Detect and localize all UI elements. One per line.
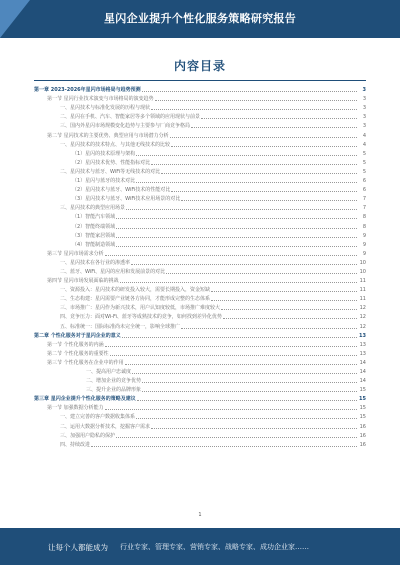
toc-entry-text: 三、国内外星闪市场规模变化趋势与主要参与厂商竞争格局	[60, 123, 191, 130]
toc-entry-page: 7	[362, 196, 366, 203]
toc-entry-text: （2）星闪技术与蓝牙、WiFi技术的性能对比	[72, 187, 171, 194]
toc-entry-page: 10	[359, 259, 366, 266]
toc-leader-dots	[136, 182, 357, 183]
toc-leader-dots	[166, 273, 357, 274]
toc-leader-dots	[136, 418, 357, 419]
toc-entry-page: 16	[359, 423, 366, 430]
toc-entry-text: 三、市场推广：星闪作为新兴技术，用户认知度较低，市场推广难度较大	[60, 305, 221, 312]
toc-entry-text: （2）智能终端领域	[72, 223, 116, 230]
toc-entry[interactable]	[34, 439, 366, 448]
toc-leader-dots	[211, 300, 357, 301]
toc-leader-dots	[181, 328, 357, 329]
toc-entry[interactable]	[34, 166, 366, 175]
toc-entry-page: 9	[362, 250, 366, 257]
toc-leader-dots	[105, 409, 357, 410]
toc-entry[interactable]	[34, 193, 366, 202]
toc-entry-page: 13	[359, 332, 366, 339]
toc-entry-text: 二、星闪在手机、汽车、智能家居等多个领域的应用现状与前景	[60, 114, 201, 121]
toc-entry[interactable]	[34, 402, 366, 411]
toc-entry[interactable]	[34, 275, 366, 284]
toc-entry-text: 一、星闪技术与标准化发展的历程与现状	[60, 105, 151, 112]
toc-entry[interactable]	[34, 411, 366, 420]
table-of-contents	[34, 84, 366, 448]
toc-entry[interactable]	[34, 120, 366, 129]
toc-entry-text: 一、建立完善的客户数据收集体系	[60, 414, 136, 421]
toc-entry-page: 3	[362, 123, 366, 130]
toc-entry[interactable]	[34, 393, 366, 402]
toc-entry-page: 15	[359, 405, 366, 412]
toc-entry[interactable]	[34, 239, 366, 248]
toc-entry[interactable]	[34, 220, 366, 229]
toc-entry-text: 第二节 个性化服务的重要性	[47, 350, 109, 357]
toc-leader-dots	[116, 237, 357, 238]
toc-entry-text: 二、星闪技术与蓝牙、WiFi等无线技术的对比	[60, 168, 161, 175]
toc-leader-dots	[142, 391, 357, 392]
toc-entry[interactable]	[34, 211, 366, 220]
toc-entry-page: 15	[359, 396, 366, 403]
toc-leader-dots	[122, 337, 357, 338]
toc-entry-page: 7	[362, 205, 366, 212]
toc-entry-text: 三、星闪技术的典型应用场景	[60, 205, 126, 212]
toc-entry-page: 8	[362, 214, 366, 221]
toc-entry-text: （3）星闪技术与蓝牙、WiFi技术应用场景的对比	[72, 196, 181, 203]
toc-leader-dots	[131, 264, 357, 265]
toc-entry[interactable]	[34, 339, 366, 348]
toc-entry[interactable]	[34, 230, 366, 239]
toc-entry-text: 三、加强用户隐私的保护	[60, 432, 116, 439]
toc-entry-page: 16	[359, 441, 366, 448]
toc-leader-dots	[170, 137, 357, 138]
toc-entry[interactable]	[34, 311, 366, 320]
page-number: 1	[198, 512, 202, 518]
toc-entry-page: 16	[359, 432, 366, 439]
toc-entry-text: 第一节 星闪行业技术演变与市场格局的演变趋势	[47, 96, 154, 103]
toc-entry[interactable]	[34, 284, 366, 293]
toc-leader-dots	[221, 309, 357, 310]
toc-entry[interactable]	[34, 384, 366, 393]
toc-entry-page: 3	[362, 105, 366, 112]
toc-entry[interactable]	[34, 139, 366, 148]
toc-entry[interactable]	[34, 375, 366, 384]
toc-entry-text: 第一章 2023-2026年星闪市场格局与趋势预测	[34, 87, 141, 94]
toc-entry-page: 14	[359, 378, 366, 385]
header-accent-stripe	[0, 0, 30, 38]
toc-entry-page: 10	[359, 268, 366, 275]
toc-leader-dots	[120, 282, 357, 283]
toc-entry-text: 二、运用大数据分析技术，挖掘客户需求	[60, 423, 151, 430]
toc-entry-page: 12	[359, 323, 366, 330]
toc-leader-dots	[142, 382, 357, 383]
toc-entry-page: 12	[359, 314, 366, 321]
toc-leader-dots	[151, 164, 357, 165]
toc-entry[interactable]	[34, 102, 366, 111]
toc-entry-text: （1）星闪的技术原理与架构	[72, 150, 136, 157]
toc-entry-text: 第三节 星闪市场需求分析	[47, 250, 104, 257]
toc-entry-text: （3）智能家居领域	[72, 232, 116, 239]
toc-leader-dots	[136, 155, 357, 156]
toc-leader-dots	[151, 109, 357, 110]
toc-entry[interactable]	[34, 330, 366, 339]
toc-entry-text: 第一节 个性化服务的内涵	[47, 341, 104, 348]
toc-entry-page: 14	[359, 369, 366, 375]
toc-entry[interactable]	[34, 420, 366, 429]
toc-entry-page: 8	[362, 223, 366, 230]
toc-entry-page: 12	[359, 305, 366, 312]
footer-slogan: 让每个人都能成为	[48, 543, 108, 552]
toc-divider	[34, 80, 366, 81]
toc-entry-page: 4	[362, 141, 366, 148]
toc-entry[interactable]	[34, 348, 366, 357]
report-title: 星闪企业提升个性化服务策略研究报告	[104, 12, 297, 25]
footer-tagline: 行业专家、管理专家、营销专家、战略专家、成功企业家……	[120, 543, 309, 551]
toc-entry-page: 5	[362, 159, 366, 166]
toc-title: 内容目录	[173, 59, 226, 73]
toc-entry[interactable]	[34, 266, 366, 275]
toc-leader-dots	[116, 228, 357, 229]
toc-entry-page: 5	[362, 168, 366, 175]
toc-entry[interactable]	[34, 148, 366, 157]
toc-entry[interactable]	[34, 293, 366, 302]
toc-entry-text: 一、提高用户忠诚度	[86, 369, 132, 375]
toc-entry-page: 9	[362, 241, 366, 248]
toc-entry-page: 9	[362, 232, 366, 239]
toc-entry-page: 11	[359, 287, 366, 294]
toc-leader-dots	[125, 364, 357, 365]
toc-entry[interactable]	[34, 430, 366, 439]
toc-entry-text: 二、增加企业的竞争优势	[86, 378, 142, 385]
toc-entry-text: 第三节 个性化服务在企业中的作用	[47, 359, 124, 366]
toc-leader-dots	[151, 428, 357, 429]
toc-leader-dots	[223, 318, 357, 319]
toc-leader-dots	[110, 355, 357, 356]
toc-entry-page: 13	[359, 341, 366, 348]
toc-entry-text: 三、提升企业的品牌形象	[86, 387, 142, 394]
toc-leader-dots	[105, 255, 357, 256]
toc-entry-page: 14	[359, 359, 366, 366]
toc-entry-page: 4	[362, 132, 366, 139]
toc-entry-text: 一、星闪技术的技术特点、与其他无线技术的比较	[60, 141, 171, 148]
toc-entry[interactable]	[34, 366, 366, 375]
toc-entry-text: 二、生态构建：星闪需要产业链各方协同，才能形成完整的生态体系	[60, 296, 211, 303]
report-footer	[0, 528, 400, 565]
toc-entry[interactable]	[34, 157, 366, 166]
toc-entry-page: 3	[362, 96, 366, 103]
toc-leader-dots	[161, 173, 357, 174]
toc-entry[interactable]	[34, 357, 366, 366]
toc-entry-page: 11	[359, 278, 366, 285]
toc-entry[interactable]	[34, 93, 366, 102]
toc-entry-text: （1）智能汽车领域	[72, 214, 116, 221]
toc-entry-page: 15	[359, 414, 366, 421]
toc-leader-dots	[155, 100, 357, 101]
toc-entry-text: 第二节 星闪技术的主要优势、典型应用与市场潜力分析	[47, 132, 169, 139]
toc-entry-page: 6	[362, 187, 366, 194]
toc-leader-dots	[91, 446, 357, 447]
toc-entry-text: （2）星闪技术优势、性能指标对比	[72, 159, 151, 166]
toc-leader-dots	[105, 346, 357, 347]
toc-leader-dots	[116, 246, 357, 247]
toc-leader-dots	[116, 218, 357, 219]
toc-leader-dots	[201, 118, 357, 119]
toc-entry[interactable]	[34, 302, 366, 311]
toc-entry-page: 6	[362, 178, 366, 185]
toc-entry[interactable]	[34, 320, 366, 329]
toc-entry-text: 第四节 星闪市场发展面临的挑战	[47, 278, 119, 285]
toc-entry[interactable]	[34, 129, 366, 138]
report-header	[0, 0, 400, 38]
toc-entry[interactable]	[34, 84, 366, 93]
toc-entry[interactable]	[34, 111, 366, 120]
toc-entry-page: 5	[362, 150, 366, 157]
toc-entry-text: （1）星闪与蓝牙的技术对比	[72, 178, 136, 185]
toc-entry-text: 第二章 个性化服务对于星闪企业的意义	[34, 332, 121, 339]
toc-entry-text: 二、蓝牙、WiFi、星闪的应用和发展前景的对比	[60, 268, 166, 275]
toc-leader-dots	[171, 146, 357, 147]
toc-leader-dots	[126, 209, 357, 210]
toc-entry-text: 一、星闪技术在各行业的渗透率	[60, 259, 131, 266]
toc-entry[interactable]	[34, 175, 366, 184]
toc-entry-text: 第一节 加强数据分析能力	[47, 405, 104, 412]
toc-leader-dots	[132, 373, 357, 374]
toc-leader-dots	[181, 200, 357, 201]
toc-leader-dots	[116, 437, 357, 438]
toc-entry-text: （4）智能制造领域	[72, 241, 116, 248]
toc-entry-page: 3	[362, 87, 366, 94]
toc-entry-text: 四、持续改进	[60, 441, 91, 448]
toc-entry[interactable]	[34, 202, 366, 211]
toc-leader-dots	[211, 291, 357, 292]
toc-entry-page: 15	[359, 387, 366, 394]
toc-entry-text: 五、标准统一：国际标准尚未完全统一，影响全球推广	[60, 323, 181, 330]
toc-leader-dots	[137, 400, 357, 401]
toc-entry-text: 一、资源投入：星闪技术的研发投入较大，需要长期投入，资金短缺	[60, 287, 211, 294]
toc-entry-text: 四、竞争压力：面对Wi-Fi、蓝牙等成熟技术的竞争，如何找到差异化优势	[60, 314, 222, 321]
toc-entry-page: 3	[362, 114, 366, 121]
toc-entry-page: 13	[359, 350, 366, 357]
toc-entry[interactable]	[34, 248, 366, 257]
toc-leader-dots	[191, 127, 357, 128]
toc-entry-text: 第三章 星闪企业提升个性化服务的策略及建议	[34, 396, 136, 403]
toc-entry[interactable]	[34, 184, 366, 193]
toc-entry[interactable]	[34, 257, 366, 266]
toc-entry-page: 11	[359, 296, 366, 303]
toc-leader-dots	[142, 91, 357, 92]
toc-leader-dots	[171, 191, 357, 192]
